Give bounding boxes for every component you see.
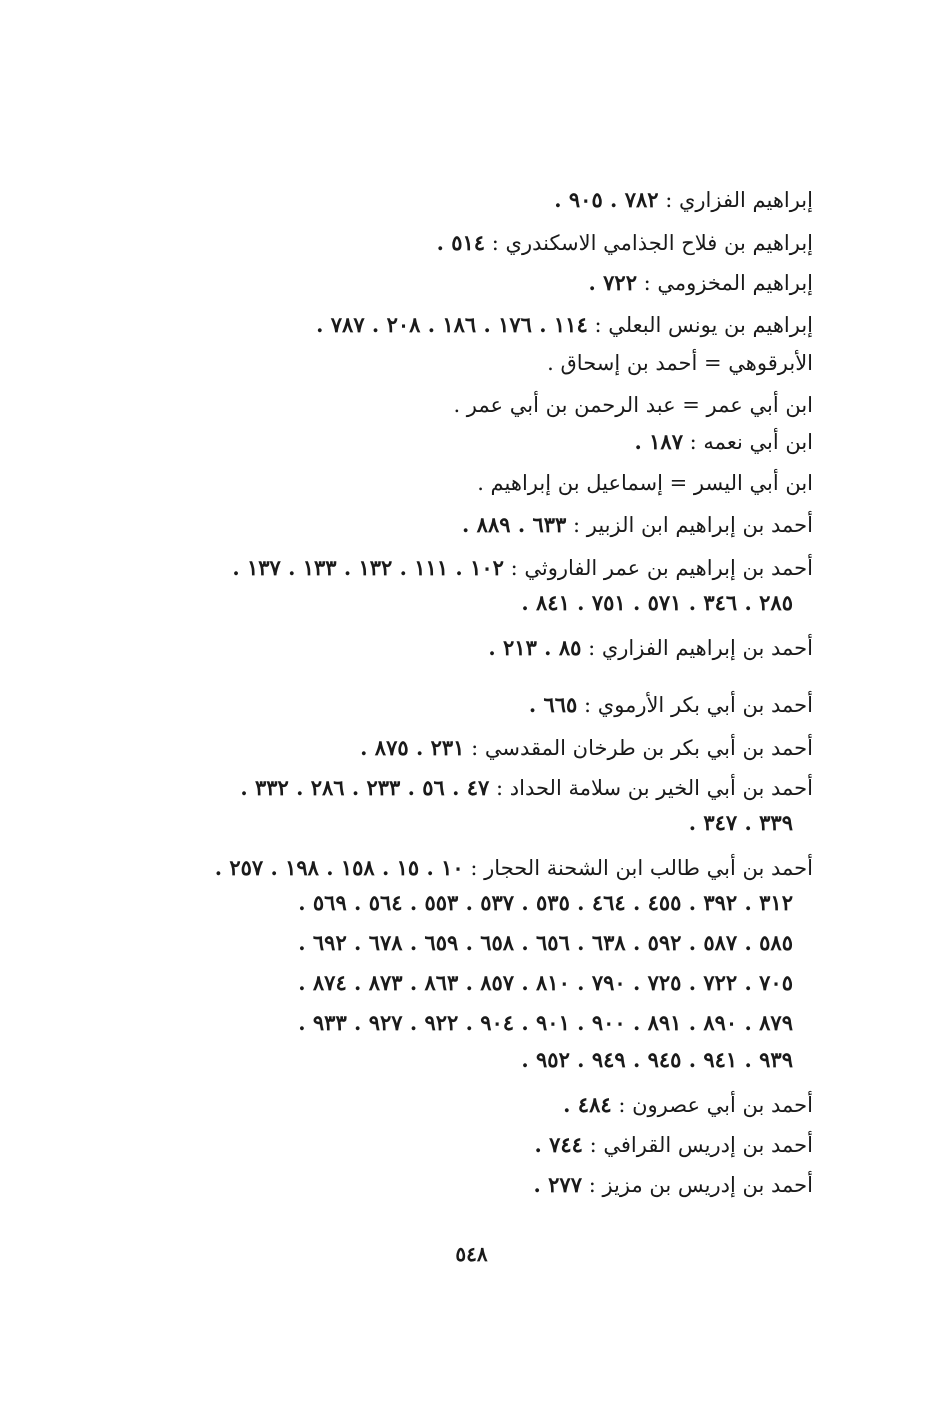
entry-page-numbers: ٥١٤ . <box>436 230 486 255</box>
entry-page-numbers: ١١٤ . ١٧٦ . ١٨٦ . ٢٠٨ . ٧٨٧ . <box>316 312 588 337</box>
index-entry <box>437 228 813 258</box>
index-entry <box>462 510 813 540</box>
entry-name: الأبرقوهي = أحمد بن إسحاق . <box>547 351 813 375</box>
entry-page-numbers: ٧٨٢ . ٩٠٥ . <box>554 187 659 212</box>
entry-name: إبراهيم بن فلاح الجذامي الاسكندري : <box>491 231 813 255</box>
index-entry <box>215 853 813 883</box>
entry-page-numbers: ٢٨٥ . ٣٤٦ . ٥٧١ . ٧٥١ . ٨٤١ . <box>521 590 793 615</box>
entry-page-numbers: ٩٣٩ . ٩٤١ . ٩٤٥ . ٩٤٩ . ٩٥٢ . <box>521 1047 793 1072</box>
index-entry <box>529 690 813 720</box>
entry-page-numbers: ٨٧٩ . ٨٩٠ . ٨٩١ . ٩٠٠ . ٩٠١ . ٩٠٤ . ٩٢٢ . ٩٢٧ . ٩٣٣ . <box>298 1010 793 1035</box>
entry-page-numbers: ١٠٢ . ١١١ . ١٣٢ . ١٣٣ . ١٣٧ . <box>232 555 504 580</box>
index-entry <box>635 427 813 457</box>
index-entry-continuation <box>298 928 793 958</box>
entry-page-numbers: ١٨٧ . <box>634 429 683 454</box>
index-entry-continuation <box>298 1008 793 1038</box>
entry-page-numbers: ٧٤٤ . <box>534 1132 583 1157</box>
entry-name: إبراهيم المخزومي : <box>643 271 813 295</box>
entry-name: أحمد بن إبراهيم ابن الزبير : <box>572 513 813 537</box>
entry-name: أحمد بن أبي عصرون : <box>618 1093 813 1117</box>
index-entry-continuation <box>521 588 793 618</box>
index-entry <box>477 468 813 498</box>
index-entry <box>563 1090 813 1120</box>
index-entry <box>240 773 813 803</box>
index-entry-continuation <box>298 888 793 918</box>
index-entry-continuation <box>689 808 793 838</box>
entry-name: أحمد بن أبي طالب ابن الشحنة الحجار : <box>470 856 813 880</box>
entry-page-numbers: ٦٦٥ . <box>528 692 578 717</box>
index-entry <box>547 348 813 378</box>
entry-page-numbers: ٧٠٥ . ٧٢٢ . ٧٢٥ . ٧٩٠ . ٨١٠ . ٨٥٧ . ٨٦٣ . ٨٧٣ . ٨٧٤ . <box>298 970 793 995</box>
entry-page-numbers: ٥٨٥ . ٥٨٧ . ٥٩٢ . ٦٣٨ . ٦٥٦ . ٦٥٨ . ٦٥٩ . ٦٧٨ . ٦٩٢ . <box>298 930 793 955</box>
index-entry-continuation <box>298 968 793 998</box>
index-entry <box>232 553 813 583</box>
entry-page-numbers: ٤٨٤ . <box>563 1092 612 1117</box>
index-entry <box>554 185 813 215</box>
entry-name: أحمد بن إبراهيم الفزاري : <box>588 636 813 660</box>
entry-name: أحمد بن أبي بكر بن طرخان المقدسي : <box>471 736 813 760</box>
entry-page-numbers: ٣٣٩ . ٣٤٧ . <box>688 810 793 835</box>
page-number: ٥٤٨ <box>455 1242 488 1266</box>
entry-name: أحمد بن إدريس القرافي : <box>589 1133 813 1157</box>
entry-page-numbers: ٢٧٧ . <box>533 1172 582 1197</box>
entry-name: إبراهيم بن يونس البعلي : <box>594 313 813 337</box>
entry-page-numbers: ٣١٢ . ٣٩٢ . ٤٥٥ . ٤٦٤ . ٥٣٥ . ٥٣٧ . ٥٥٣ . ٥٦٤ . ٥٦٩ . <box>298 890 793 915</box>
entry-name: ابن أبي عمر = عبد الرحمن بن أبي عمر . <box>453 393 813 417</box>
entry-page-numbers: ١٠ . ١٥ . ١٥٨ . ١٩٨ . ٢٥٧ . <box>214 855 464 880</box>
entry-name: ابن أبي اليسر = إسماعيل بن إبراهيم . <box>477 471 813 495</box>
index-entry <box>316 310 813 340</box>
entry-page-numbers: ٢٣١ . ٨٧٥ . <box>360 735 465 760</box>
entry-name: أحمد بن إدريس بن مزيز : <box>588 1173 813 1197</box>
entry-name: ابن أبي نعمه : <box>689 430 813 454</box>
index-entry <box>534 1170 813 1200</box>
index-entry-continuation <box>521 1045 793 1075</box>
index-entry <box>488 633 813 663</box>
entry-page-numbers: ٦٣٣ . ٨٨٩ . <box>462 512 567 537</box>
entry-name: أحمد بن إبراهيم بن عمر الفاروثي : <box>510 556 813 580</box>
index-entry <box>589 268 813 298</box>
entry-page-numbers: ٧٢٢ . <box>588 270 637 295</box>
index-entry <box>453 390 813 420</box>
entry-name: أحمد بن أبي بكر الأرموي : <box>584 693 813 717</box>
entry-name: أحمد بن أبي الخير بن سلامة الحداد : <box>496 776 813 800</box>
entry-page-numbers: ٨٥ . ٢١٣ . <box>488 635 582 660</box>
entry-name: إبراهيم الفزاري : <box>665 188 813 212</box>
index-entry <box>534 1130 813 1160</box>
index-entry <box>360 733 813 763</box>
entry-page-numbers: ٤٧ . ٥٦ . ٢٣٣ . ٢٨٦ . ٣٣٢ . <box>240 775 490 800</box>
